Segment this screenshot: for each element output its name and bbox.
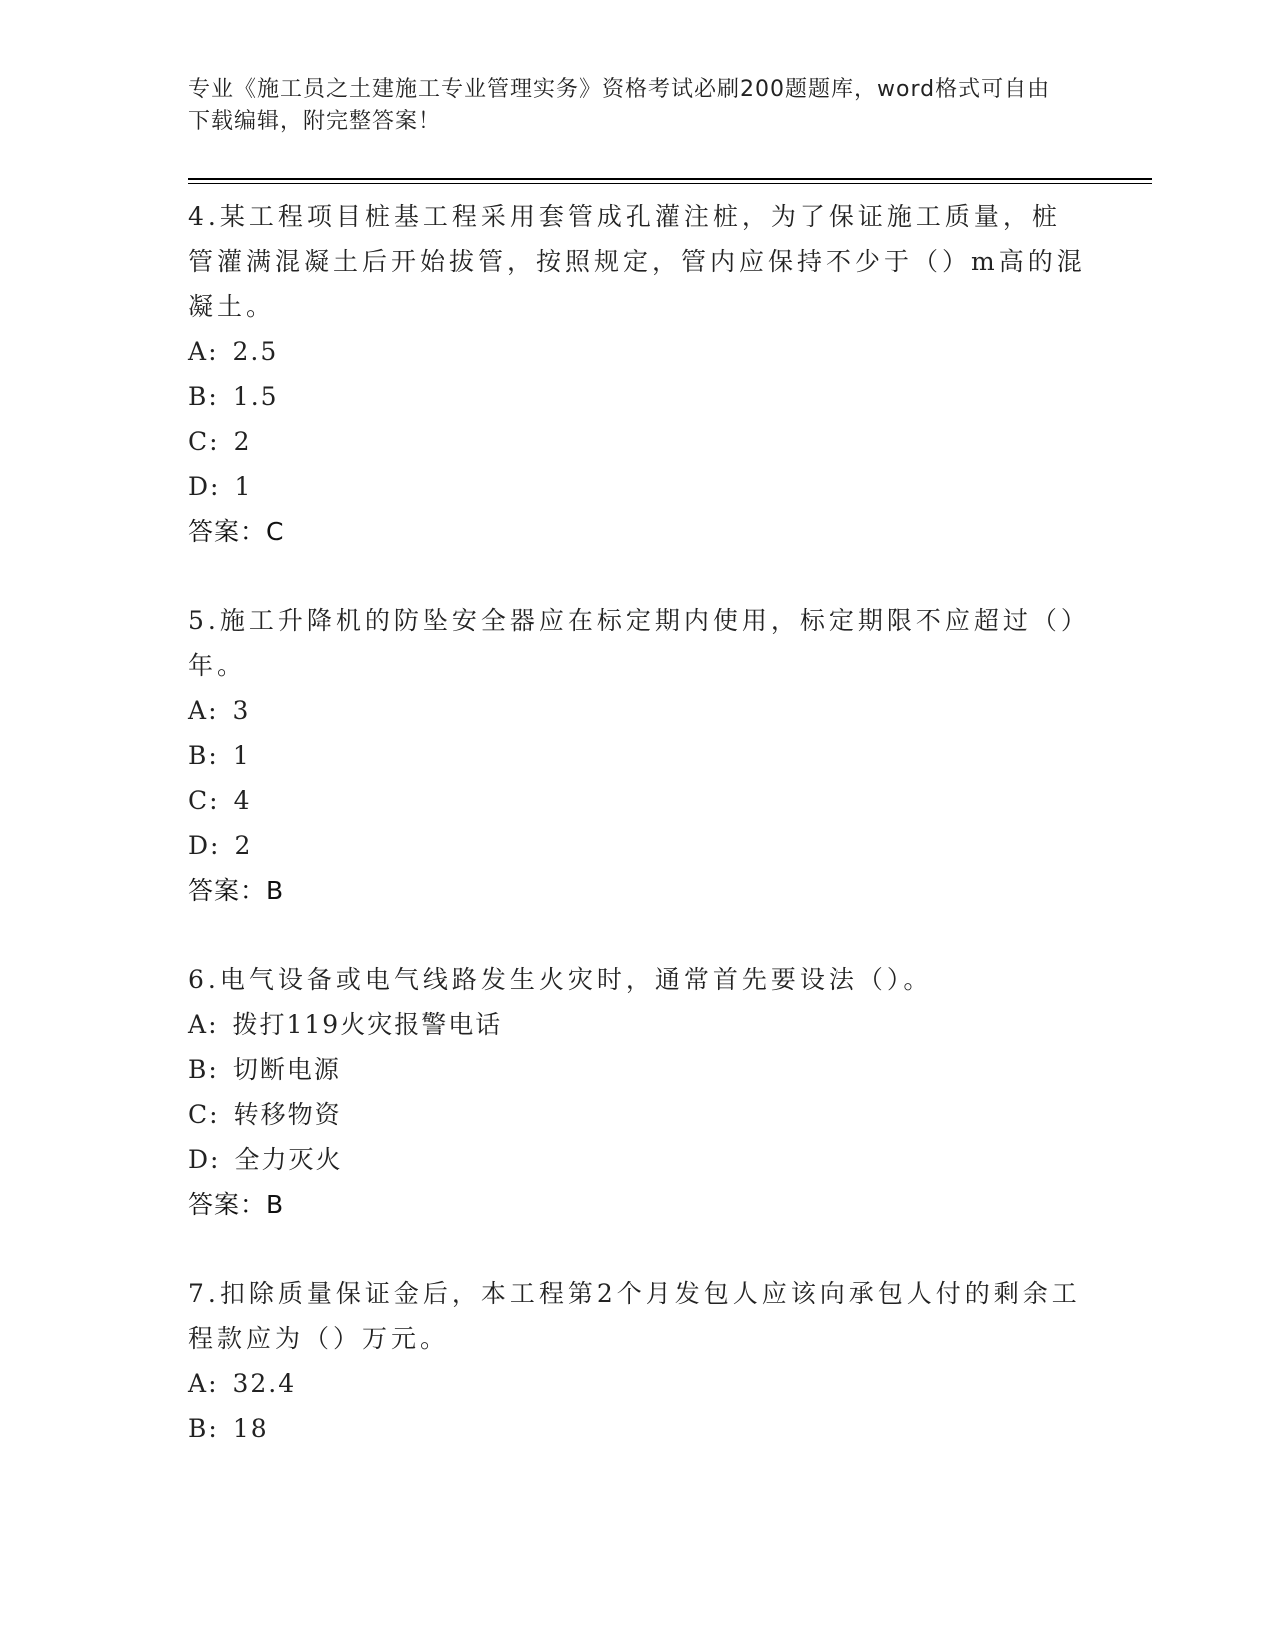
answer-label: 答案：	[188, 876, 267, 905]
option-separator: :	[208, 1414, 219, 1443]
option-separator: :	[208, 696, 219, 725]
option-separator: :	[208, 741, 219, 770]
option-separator: :	[208, 337, 219, 366]
option-letter: A	[188, 1369, 209, 1398]
option-letter: B	[188, 1414, 209, 1443]
question-block	[188, 1271, 1088, 1451]
answer-option-a	[188, 1361, 1088, 1406]
answer-option-c	[188, 419, 1088, 464]
header-divider-thin	[188, 183, 1152, 184]
option-text: 全力灭火	[234, 1145, 343, 1174]
option-letter: A	[188, 337, 209, 366]
option-letter: D	[188, 472, 211, 501]
option-separator: :	[209, 427, 220, 456]
option-text: 切断电源	[232, 1055, 341, 1084]
answer-option-d	[188, 1137, 1088, 1182]
option-separator: :	[210, 831, 221, 860]
answer-value: B	[266, 1190, 285, 1219]
option-text: 1.5	[232, 382, 279, 411]
answer-option-b	[188, 374, 1088, 419]
option-letter: A	[188, 1010, 209, 1039]
question-block	[188, 957, 1088, 1227]
answer-option-b	[188, 733, 1088, 778]
answer-option-a	[188, 688, 1088, 733]
answer-line	[188, 1182, 1088, 1227]
option-letter: C	[188, 1100, 210, 1129]
answer-option-a	[188, 1002, 1088, 1047]
question-text: 5.施工升降机的防坠安全器应在标定期内使用，标定期限不应超过（）年。	[188, 606, 1078, 680]
option-letter: B	[188, 1055, 209, 1084]
answer-option-b	[188, 1047, 1088, 1092]
option-letter: C	[188, 427, 210, 456]
answer-line	[188, 509, 1088, 554]
option-separator: :	[210, 1145, 221, 1174]
answer-value: B	[266, 876, 285, 905]
answer-option-a	[188, 329, 1088, 374]
option-separator: :	[209, 786, 220, 815]
answer-option-d	[188, 464, 1088, 509]
option-text: 2	[233, 427, 252, 456]
option-text: 4	[233, 786, 252, 815]
answer-option-b	[188, 1406, 1088, 1451]
option-separator: :	[209, 1100, 220, 1129]
option-text: 32.4	[232, 1369, 297, 1398]
answer-value: C	[266, 517, 285, 546]
question-text: 4.某工程项目桩基工程采用套管成孔灌注桩，为了保证施工质量，桩管灌满混凝土后开始拔管，按照规定，管内应保持不少于（）m高的混凝土。	[188, 202, 1086, 321]
option-letter: C	[188, 786, 210, 815]
option-text: 拨打119火灾报警电话	[232, 1010, 503, 1039]
option-letter: B	[188, 382, 209, 411]
option-letter: D	[188, 1145, 211, 1174]
option-letter: A	[188, 696, 209, 725]
option-text: 3	[232, 696, 251, 725]
answer-option-c	[188, 778, 1088, 823]
option-separator: :	[208, 382, 219, 411]
option-text: 2	[234, 831, 253, 860]
option-separator: :	[210, 472, 221, 501]
option-separator: :	[208, 1369, 219, 1398]
question-block	[188, 598, 1088, 913]
question-text: 6.电气设备或电气线路发生火灾时，通常首先要设法（）。	[188, 965, 933, 994]
answer-label: 答案：	[188, 1190, 267, 1219]
header-divider	[188, 178, 1152, 180]
option-text: 2.5	[232, 337, 279, 366]
option-text: 1	[234, 472, 253, 501]
answer-option-d	[188, 823, 1088, 868]
answer-option-c	[188, 1092, 1088, 1137]
option-text: 18	[232, 1414, 269, 1443]
option-text: 1	[232, 741, 251, 770]
document-header-title: 专业《施工员之土建施工专业管理实务》资格考试必刷200题题库，word格式可自由下载编辑，附完整答案！	[188, 77, 1051, 134]
option-separator: :	[208, 1010, 219, 1039]
option-separator: :	[208, 1055, 219, 1084]
answer-line	[188, 868, 1088, 913]
option-text: 转移物资	[233, 1100, 342, 1129]
question-list	[188, 194, 1088, 1495]
answer-label: 答案：	[188, 517, 267, 546]
question-block	[188, 194, 1088, 554]
option-letter: D	[188, 831, 211, 860]
question-text: 7.扣除质量保证金后，本工程第2个月发包人应该向承包人付的剩余工程款应为（）万元。	[188, 1279, 1081, 1353]
option-letter: B	[188, 741, 209, 770]
